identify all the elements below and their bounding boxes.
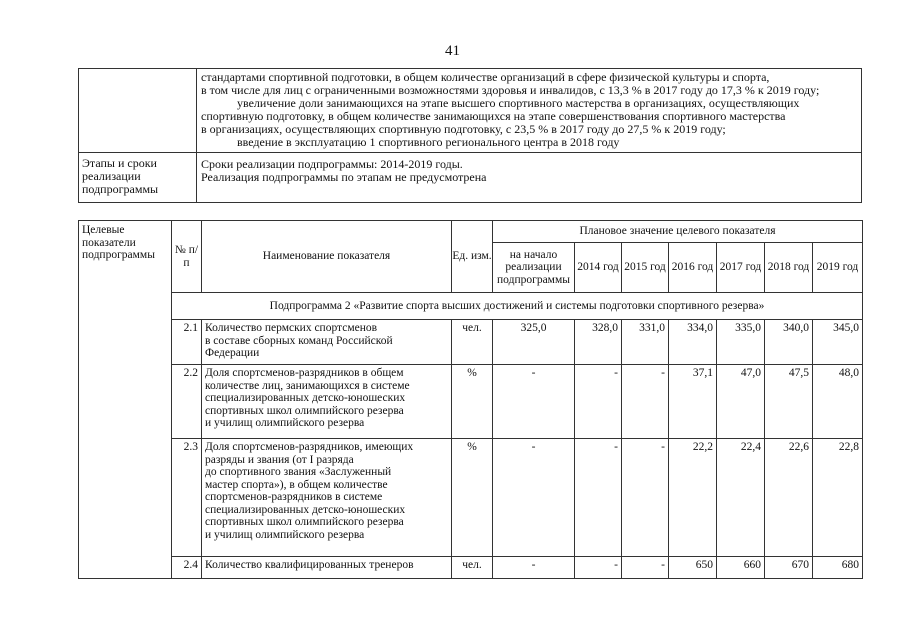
subprogram-title: Подпрограмма 2 «Развитие спорта высших достижений и системы подготовки спортивного резерва» <box>172 293 863 320</box>
indicator-name-line: спортсменов-разрядников в системе <box>205 491 383 503</box>
unit-cell: % <box>452 439 493 557</box>
start-value-header: на начало реализации подпрограммы <box>493 243 575 293</box>
value-cell: 680 <box>813 557 863 579</box>
start-value-cell: - <box>493 557 575 579</box>
plan-value-header: Плановое значение целевого показателя <box>493 221 863 243</box>
value-cell: - <box>575 557 622 579</box>
value-cell: - <box>622 365 669 439</box>
stages-text-cell <box>197 153 862 203</box>
indicator-name-line: Количество квалифицированных тренеров <box>205 559 414 571</box>
year-header: 2016 год <box>669 243 717 293</box>
year-header: 2014 год <box>575 243 622 293</box>
start-value-cell: - <box>493 439 575 557</box>
indicator-name-line: до спортивного звания «Заслуженный <box>205 466 392 478</box>
indicator-name-line: Количество пермских спортсменов <box>205 322 378 334</box>
year-header: 2018 год <box>765 243 813 293</box>
row-number: 2.1 <box>172 320 202 365</box>
year-header: 2019 год <box>813 243 863 293</box>
value-cell: 22,8 <box>813 439 863 557</box>
indicator-name-line: и училищ олимпийского резерва <box>205 417 365 429</box>
stages-text-line: Сроки реализации подпрограммы: 2014-2019 годы. <box>201 157 463 171</box>
goal-text-line: увеличение доли занимающихся на этапе высшего спортивного мастерства в организациях, осуществляющих <box>237 96 800 110</box>
value-cell: 22,4 <box>717 439 765 557</box>
indicator-name-line: количестве лиц, занимающихся в системе <box>205 379 410 392</box>
empty-label-cell <box>79 69 197 153</box>
goals-text-cell <box>197 69 862 153</box>
value-cell: - <box>622 557 669 579</box>
indicator-name-line: спортивных школ олимпийского резерва <box>205 516 404 528</box>
value-cell: 650 <box>669 557 717 579</box>
row-number: 2.4 <box>172 557 202 579</box>
table-row <box>79 439 863 557</box>
subprogram-passport-table <box>78 68 862 203</box>
start-value-cell: 325,0 <box>493 320 575 365</box>
value-cell: 37,1 <box>669 365 717 439</box>
start-value-cell: - <box>493 365 575 439</box>
indicators-section-label: Целевые показатели подпрограммы <box>79 221 172 579</box>
target-indicators-table <box>78 220 863 579</box>
name-column-header: Наименование показателя <box>202 221 452 293</box>
value-cell: 22,6 <box>765 439 813 557</box>
page-number: 41 <box>445 43 460 59</box>
table-row <box>79 320 863 365</box>
goal-text-line: спортивную подготовку, в общем количестве занимающихся на этапе совершенствования спортивного мастерства <box>201 109 786 123</box>
table-row <box>79 557 863 579</box>
unit-cell: % <box>452 365 493 439</box>
goal-text-line: в организациях, осуществляющих спортивную подготовку, с 23,5 % в 2017 году до 27,5 % к 2019 году; <box>201 122 726 136</box>
value-cell: 670 <box>765 557 813 579</box>
indicator-name <box>202 365 452 439</box>
value-cell: 47,5 <box>765 365 813 439</box>
row-number: 2.2 <box>172 365 202 439</box>
year-header: 2017 год <box>717 243 765 293</box>
indicator-name <box>202 557 452 579</box>
indicator-name <box>202 439 452 557</box>
value-cell: 328,0 <box>575 320 622 365</box>
indicator-name <box>202 320 452 365</box>
indicator-name-line: мастер спорта»), в общем количестве <box>205 478 388 491</box>
goal-text-line: в том числе для лиц с ограниченными возможностями здоровья и инвалидов, с 13,3 % в 2017 году до 17,3 % к 2019 году; <box>201 83 820 97</box>
value-cell: - <box>622 439 669 557</box>
value-cell: 334,0 <box>669 320 717 365</box>
indicator-name-line: и училищ олимпийского резерва <box>205 528 365 541</box>
value-cell: 47,0 <box>717 365 765 439</box>
unit-column-header: Ед. изм. <box>452 221 493 293</box>
indicator-name-line: Доля спортсменов-разрядников в общем <box>205 367 404 379</box>
num-column-header: № п/п <box>172 221 202 293</box>
indicator-name-line: Федерации <box>205 347 260 359</box>
indicator-name-line: в составе сборных команд Российской <box>205 334 393 347</box>
indicator-name-line: специализированных детско-юношеских <box>205 392 406 404</box>
goal-text-line: стандартами спортивной подготовки, в общем количестве организаций в сфере физической культуры и спорта, <box>201 70 770 84</box>
value-cell: 660 <box>717 557 765 579</box>
value-cell: 22,2 <box>669 439 717 557</box>
value-cell: 335,0 <box>717 320 765 365</box>
indicator-name-line: спортивных школ олимпийского резерва <box>205 404 404 417</box>
value-cell: 331,0 <box>622 320 669 365</box>
row-number: 2.3 <box>172 439 202 557</box>
year-header: 2015 год <box>622 243 669 293</box>
indicator-name-line: специализированных детско-юношеских <box>205 503 406 516</box>
unit-cell: чел. <box>452 557 493 579</box>
value-cell: - <box>575 439 622 557</box>
value-cell: - <box>575 365 622 439</box>
value-cell: 345,0 <box>813 320 863 365</box>
value-cell: 48,0 <box>813 365 863 439</box>
goal-text-line: введение в эксплуатацию 1 спортивного регионального центра в 2018 году <box>237 135 620 149</box>
stages-text-line: Реализация подпрограммы по этапам не предусмотрена <box>201 170 487 184</box>
indicator-name-line: Доля спортсменов-разрядников, имеющих <box>205 441 414 453</box>
value-cell: 340,0 <box>765 320 813 365</box>
indicator-name-line: разряды и звания (от I разряда <box>205 453 354 466</box>
unit-cell: чел. <box>452 320 493 365</box>
stages-label: Этапы и сроки реализации подпрограммы <box>79 153 197 203</box>
table-row <box>79 365 863 439</box>
